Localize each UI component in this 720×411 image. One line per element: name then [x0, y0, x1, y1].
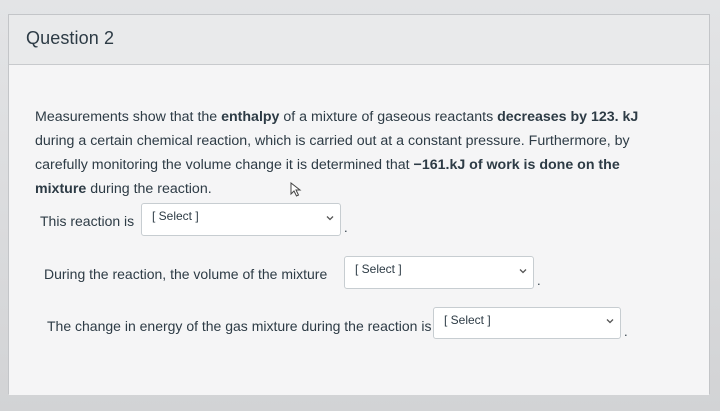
answer-label-volume: During the reaction, the volume of the mixture: [44, 266, 328, 282]
select-volume[interactable]: [344, 256, 534, 289]
chevron-down-icon: [519, 267, 527, 275]
answer-label-reaction-type: This reaction is: [40, 213, 135, 229]
period: .: [624, 324, 628, 339]
question-body: [9, 65, 709, 395]
question-prompt: [35, 105, 655, 201]
question-card: [8, 14, 710, 394]
select-energy-change-value: [ Select ]: [444, 313, 491, 327]
question-header: [9, 15, 709, 65]
prompt-text-2: of a mixture of gaseous reactants: [279, 109, 498, 125]
prompt-bold-work: −161.kJ of work is done on the mixture: [35, 157, 620, 197]
select-energy-change[interactable]: [433, 307, 621, 339]
chevron-down-icon: [326, 214, 334, 222]
chevron-down-icon: [606, 317, 614, 325]
question-title: Question 2: [26, 28, 115, 48]
select-reaction-type[interactable]: [141, 203, 341, 236]
prompt-text-3: during a certain chemical reaction, which is carried out at a constant pressure. Furthermore, by carefully monitoring the volume change it is determined that: [35, 133, 630, 173]
prompt-text-4: during the reaction.: [86, 181, 212, 197]
period: .: [344, 220, 348, 235]
select-volume-value: [ Select ]: [355, 262, 402, 276]
mouse-cursor-icon: [290, 182, 304, 198]
select-reaction-type-value: [ Select ]: [152, 209, 199, 223]
prompt-bold-enthalpy: enthalpy: [221, 109, 280, 125]
answer-label-energy-change: The change in energy of the gas mixture during the reaction is: [47, 318, 432, 334]
prompt-text-1: Measurements show that the: [35, 109, 222, 125]
prompt-bold-decrease: decreases by 123. kJ: [497, 109, 639, 125]
period: .: [537, 273, 541, 288]
